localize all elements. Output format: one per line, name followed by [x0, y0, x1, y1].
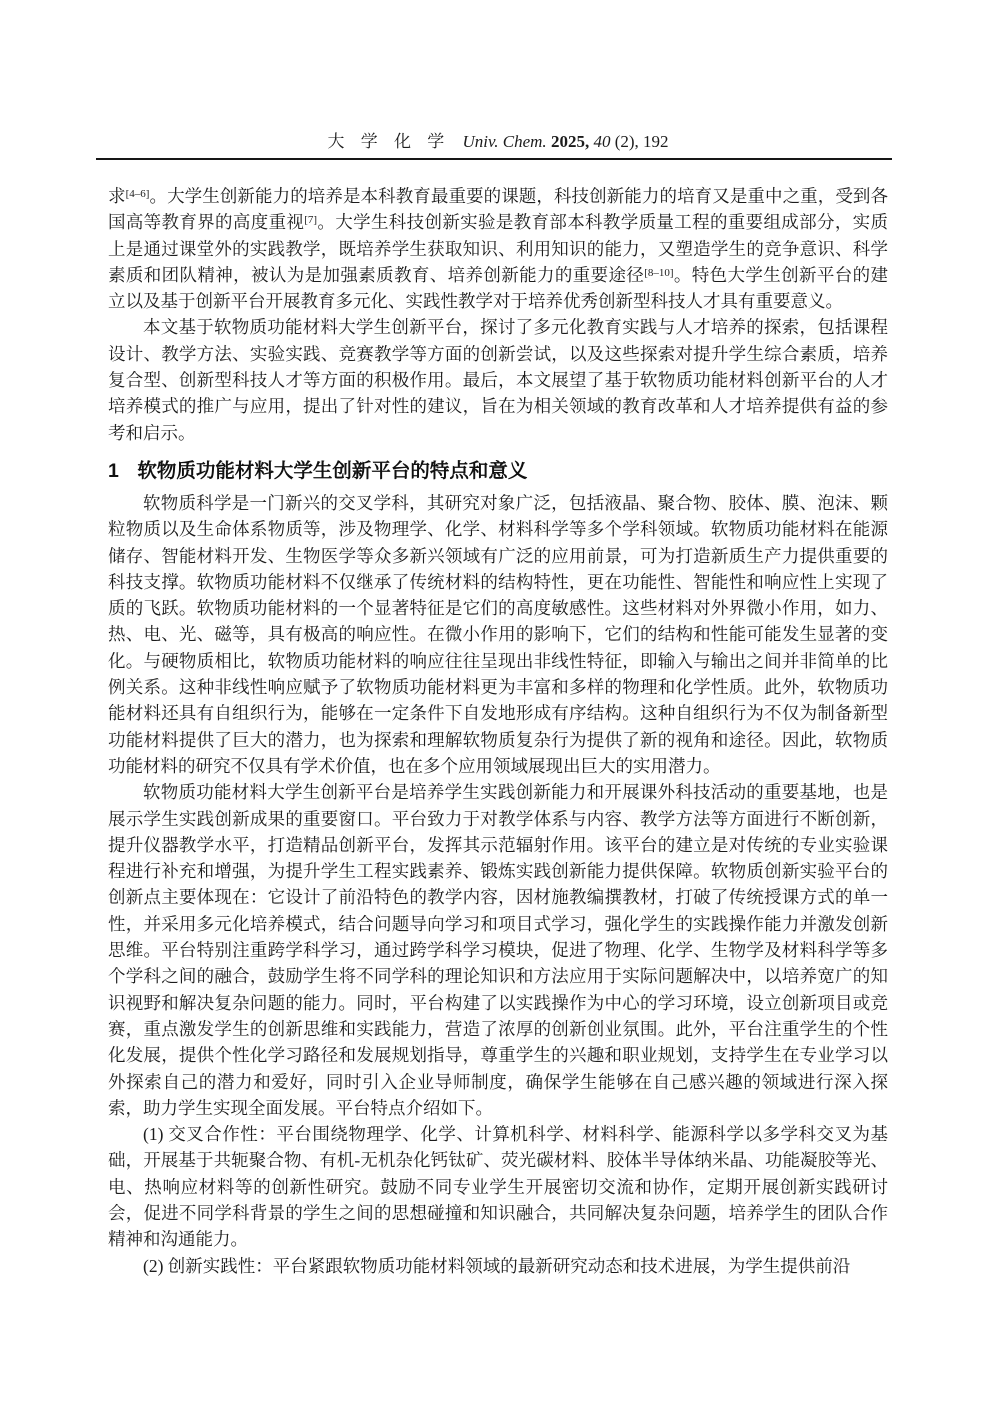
section-1-heading	[108, 458, 888, 485]
paragraph-feature-2-innovation-practice: (2) 创新实践性：平台紧跟软物质功能材料领域的最新研究动态和技术进展，为学生提供前沿	[143, 1255, 851, 1276]
paragraph-soft-matter-overview: 软物质科学是一门新兴的交叉学科，其研究对象广泛，包括液晶、聚合物、胶体、膜、泡沫、颗粒物质以及生命体系物质等，涉及物理学、化学、材料科学等多个学科领域。软物质功能材料在能源储存、智能材料开发、生物医学等众多新兴领域有广泛的应用前景，可为打造新质生产力提供重要的科技支撑。软物质功能材料不仅继承了传统材料的结构特性，更在功能性、智能性和响应性上实现了质的飞跃。软物质功能材料的一个显著特征是它们的高度敏感性。这些材料对外界微小作用，如力、热、电、光、磁等，具有极高的响应性。在微小作用的影响下，它们的结构和性能可能发生显著的变化。与硬物质相比，软物质功能材料的响应往往呈现出非线性特征，即输入与输出之间并非简单的比例关系。这种非线性响应赋予了软物质功能材料更为丰富和多样的物理和化学性质。此外，软物质功能材料还具有自组织行为，能够在一定条件下自发地形成有序结构。这种自组织行为不仅为制备新型功能材料提供了巨大的潜力，也为探索和理解软物质复杂行为提供了新的视角和途径。因此，软物质功能材料的研究不仅具有学术价值，也在多个应用领域展现出巨大的实用潜力。	[108, 492, 888, 776]
header-rule	[96, 158, 892, 160]
paragraph-intro-continued	[108, 183, 888, 314]
article-body	[108, 183, 888, 1279]
citation-issue-page: (2), 192	[614, 132, 669, 151]
section-number: 1	[108, 459, 119, 482]
text-segment: 。大学生科技创新实验是教育部本科教学质量工程的重要组成部分，实质上是通过课堂外的实践教学，既培养学生获取知识、利用知识的能力，又塑造学生的竞争意识、科学素质和团队精神，被认为是加强素质教育、培养创新能力的重要途径	[108, 212, 889, 285]
journal-title-cn: 大 学 化 学	[327, 132, 451, 151]
paragraph-feature-1-cross-collaboration: (1) 交叉合作性：平台围绕物理学、化学、计算机科学、材料科学、能源科学以多学科交叉为基础，开展基于共轭聚合物、有机-无机杂化钙钛矿、荧光碳材料、胶体半导体纳米晶、功能凝胶等光、电、热响应材料等的创新性研究。鼓励不同专业学生开展密切交流和协作，定期开展创新实践研讨会，促进不同学科背景的学生之间的思想碰撞和知识融合，共同解决复杂问题，培养学生的团队合作精神和沟通能力。	[108, 1124, 888, 1250]
text-segment: 。大学生创新能力的培养是本科教育最重要的课题，科技创新能力的培育又是重中之重，受到各国高等教育界的高度重视	[108, 186, 889, 233]
citation-year: 2025,	[550, 132, 590, 151]
text-segment: 。特色大学生创新平台的建立以及基于创新平台开展教育多元化、实践性教学对于培养优秀创新型科技人才具有重要意义。	[108, 264, 889, 312]
paragraph-intro-summary: 本文基于软物质功能材料大学生创新平台，探讨了多元化教育实践与人才培养的探索，包括课程设计、教学方法、实验实践、竞赛教学等方面的创新尝试，以及这些探索对提升学生综合素质，培养复合型、创新型科技人才等方面的积极作用。最后，本文展望了基于软物质功能材料创新平台的人才培养模式的推广与应用，提出了针对性的建议，旨在为相关领域的教育改革和人才培养提供有益的参考和启示。	[108, 317, 888, 443]
citation-ref-7: [7]	[304, 214, 318, 227]
citation-volume: 40	[593, 132, 611, 151]
citation-ref-8-10: [8–10]	[644, 266, 674, 279]
text-segment: 求	[108, 186, 126, 206]
citation-ref-4-6: [4–6]	[125, 188, 150, 201]
paragraph-platform-overview: 软物质功能材料大学生创新平台是培养学生实践创新能力和开展课外科技活动的重要基地，也是展示学生实践创新成果的重要窗口。平台致力于对教学体系与内容、教学方法等方面进行不断创新，提升仪器教学水平，打造精品创新平台，发挥其示范辐射作用。该平台的建立是对传统的专业实验课程进行补充和增强，为提升学生工程实践素养、锻炼实践创新能力提供保障。软物质创新实验平台的创新点主要体现在：它设计了前沿特色的教学内容，因材施教编撰教材，打破了传统授课方式的单一性，并采用多元化培养模式，结合问题导向学习和项目式学习，强化学生的实践操作能力并激发创新思维。平台特别注重跨学科学习，通过跨学科学习模块，促进了物理、化学、生物学及材料科学等多个学科之间的融合，鼓励学生将不同学科的理论知识和方法应用于实际问题解决中，以培养宽广的知识视野和解决复杂问题的能力。同时，平台构建了以实践操作为中心的学习环境，设立创新项目或竞赛，重点激发学生的创新思维和实践能力，营造了浓厚的创新创业氛围。此外，平台注重学生的个性化发展，提供个性化学习路径和发展规划指导，尊重学生的兴趣和职业规划，支持学生在专业学习以外探索自己的潜力和爱好，同时引入企业导师制度，确保学生能够在自己感兴趣的领域进行深入探索，助力学生实现全面发展。平台特点介绍如下。	[108, 782, 888, 1118]
section-title: 软物质功能材料大学生创新平台的特点和意义	[137, 459, 528, 482]
journal-header	[108, 131, 888, 152]
journal-title-en: Univ. Chem.	[462, 132, 547, 151]
